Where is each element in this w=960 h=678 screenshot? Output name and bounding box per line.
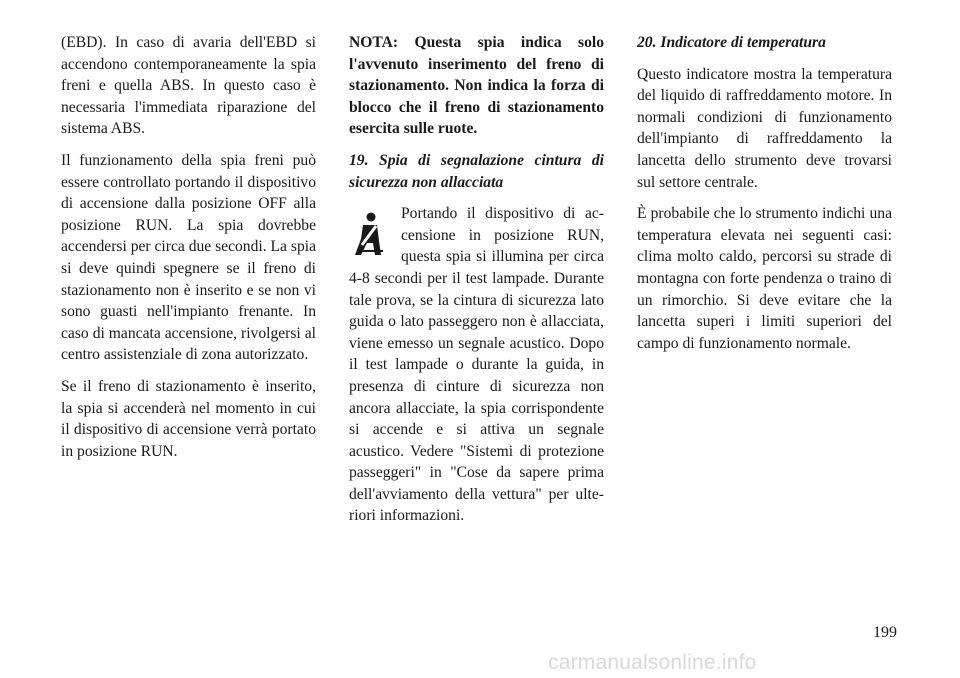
paragraph-brake-light-check: Il funzionamento della spia freni può essere controllato portando il dispositivo di accensione dalla posizione OFF alla posizione RUN. La spia dovrebbe accendersi per circa due secondi. La spia si deve quindi spegnere se il freno di stazionamento non è inserito e se non vi sono guasti nell'impianto frenante. In caso di mancata accensione, rivolgersi al centro assistenziale di zona autorizzato. (61, 151, 316, 364)
seatbelt-warning-icon (349, 211, 389, 257)
watermark: carmanualsonline.info (548, 651, 757, 674)
page-number: 199 (873, 624, 897, 641)
column-left (61, 32, 316, 472)
paragraph-temperature-gauge: Questo indicatore mostra la temperatura del liquido di raffreddamento motore. In normali condizioni di funzionamento dell'impianto di raffreddamento la lancetta dello strumento deve trovarsi sul settore centrale. (637, 65, 892, 191)
paragraph-high-temperature: È probabile che lo strumento indichi una temperatura elevata nei seguenti casi: clima molto caldo, percorsi su strade di montagna con forte pendenza o traino di un rimorchio. Si deve evitare che la lancetta superi i limiti superiori del campo di funzionamento normale. (637, 205, 892, 352)
note-paragraph: NOTA: Questa spia indica solo l'avvenuto inserimento del freno di stazionamento. Non indica la forza di blocco che il freno di stazionamento esercita sulle ruote. (349, 34, 604, 138)
column-middle (349, 32, 604, 537)
seatbelt-text: Portando il dispositivo di accensione in posizione RUN, questa spia si illumina per circa 4-8 secondi per il test lampade. Durante tale prova, se la cintura di sicurezza lato guida o lato passeggero non è allacciata, viene emesso un segnale acustico. Dopo il test lampade o durante la guida, in presenza di cinture di sicurezza non ancora allacciate, la spia corrispondente si accende e si attiva un segnale acustico. Vedere "Sistemi di protezione passeggeri" in "Cose da sapere prima dell'avviamento della vettura" per ulteriori informazioni. (349, 205, 604, 525)
paragraph-ebd: (EBD). In caso di avaria dell'EBD si accendono contemporaneamente la spia freni e quella ABS. In questo caso è necessaria l'immediata riparazione del sistema ABS. (61, 34, 316, 138)
paragraph-parking-brake: Se il freno di stazionamento è inserito, la spia si accenderà nel momento in cui il dispositivo di accensione verrà portato in posizione RUN. (61, 377, 316, 460)
section-heading-19: 19. Spia di segnalazione cintura di sicurezza non allacciata (349, 151, 604, 191)
column-right (637, 32, 892, 364)
seatbelt-paragraph (349, 203, 604, 527)
section-heading-20: 20. Indicatore di temperatura (637, 34, 826, 51)
